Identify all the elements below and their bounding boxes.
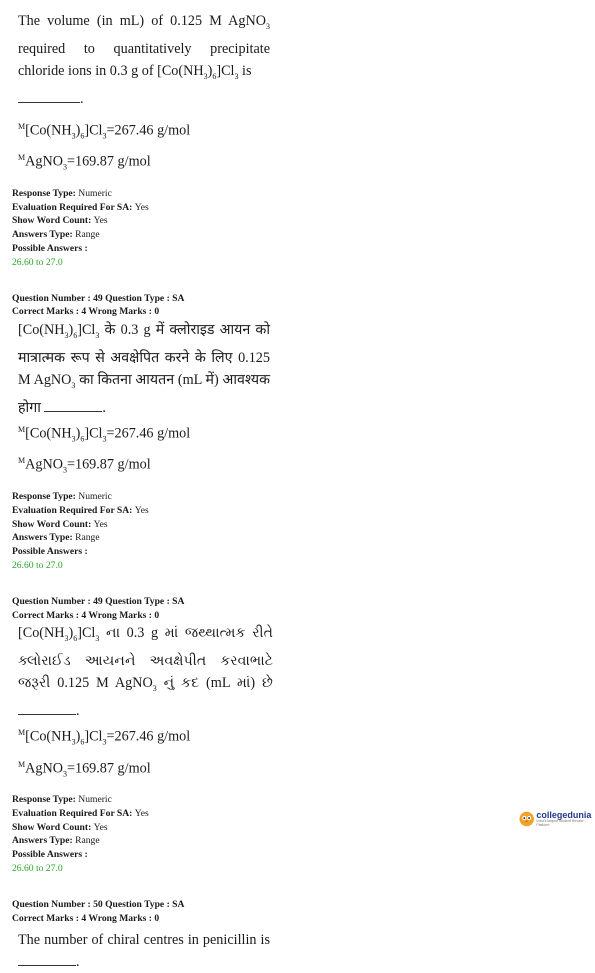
possible-answers-label: Possible Answers : — [12, 242, 88, 254]
answer-blank — [18, 702, 76, 715]
evaluation-required: Evaluation Required For SA: Yes — [12, 504, 149, 516]
question-49-hindi-text: $[Co(NH_3)_6]Cl_3$ के 0.3 g में क्लोराइड आयन को मात्रात्मक रूप से अवक्षेपित करने के लिए 0.125 M AgNO$_3$ का कितना आयतन (mL में) आवश्यक होगा . — [18, 322, 270, 416]
show-word-count: Show Word Count: Yes — [12, 215, 108, 227]
answer-blank — [18, 90, 80, 103]
page-content — [12, 10, 572, 973]
question-marks: Correct Marks : 4 Wrong Marks : 0 — [12, 912, 160, 924]
response-type: Response Type: Numeric — [12, 187, 112, 199]
possible-answers-label: Possible Answers : — [12, 849, 88, 861]
logo-tagline: India's largest Student Review Platform — [536, 819, 584, 827]
owl-mascot-icon — [519, 811, 534, 827]
possible-answers: 26.60 to 27.0 — [12, 559, 63, 571]
answers-type: Answers Type: Range — [12, 835, 100, 847]
question-header: Question Number : 49 Question Type : SA — [12, 292, 185, 304]
evaluation-required: Evaluation Required For SA: Yes — [12, 201, 149, 213]
question-marks: Correct Marks : 4 Wrong Marks : 0 — [12, 306, 160, 318]
formula-molar-mass-agno3: $^M$AgNO$_3$=169.87 g/mol — [18, 456, 151, 475]
possible-answers: 26.60 to 27.0 — [12, 863, 63, 875]
show-word-count: Show Word Count: Yes — [12, 821, 108, 833]
evaluation-required: Evaluation Required For SA: Yes — [12, 807, 149, 819]
question-48-text: The volume (in mL) of 0.125 M AgNO$_3$ required to quantitatively precipitate chloride ions in 0.3 g of $[Co(NH_3)_6]Cl_3$ is . — [18, 13, 270, 107]
formula-molar-mass-complex: $^M[Co(NH_3)_6]Cl_3=267.46$ g/mol — [18, 424, 191, 444]
response-type: Response Type: Numeric — [12, 490, 112, 502]
answer-blank — [18, 953, 76, 966]
formula-molar-mass-complex: $^M[Co(NH_3)_6]Cl_3=267.46$ g/mol — [18, 121, 191, 141]
collegedunia-logo — [519, 810, 595, 827]
formula-molar-mass-agno3: $^M$AgNO$_3$=169.87 g/mol — [18, 759, 151, 779]
question-50-text: The number of chiral centres in penicillin is . — [18, 932, 270, 971]
question-marks: Correct Marks : 4 Wrong Marks : 0 — [12, 609, 160, 621]
formula-molar-mass-agno3: $^M$AgNO$_3$=169.87 g/mol — [18, 153, 151, 172]
answers-type: Answers Type: Range — [12, 229, 100, 241]
formula-molar-mass-complex: $^M[Co(NH_3)_6]Cl_3=267.46$ g/mol — [18, 727, 191, 747]
question-header: Question Number : 50 Question Type : SA — [12, 898, 185, 910]
response-type: Response Type: Numeric — [12, 794, 112, 806]
question-49-gujarati-text: $[Co(NH_3)_6]Cl_3$ ના 0.3 g માં જથ્થાત્મક રીતે ક્લોરાઈડ આયનને અવક્ષેપીત કરવાભાટે જરૂરી 0.125 M AgNO$_3$ નું કદ (mL માં) છે . — [18, 625, 273, 719]
question-header: Question Number : 49 Question Type : SA — [12, 595, 185, 607]
possible-answers: 26.60 to 27.0 — [12, 256, 63, 268]
show-word-count: Show Word Count: Yes — [12, 518, 108, 530]
logo-wordmark: collegedunia — [536, 810, 592, 820]
answers-type: Answers Type: Range — [12, 532, 100, 544]
answer-blank — [44, 399, 102, 412]
possible-answers-label: Possible Answers : — [12, 546, 88, 558]
